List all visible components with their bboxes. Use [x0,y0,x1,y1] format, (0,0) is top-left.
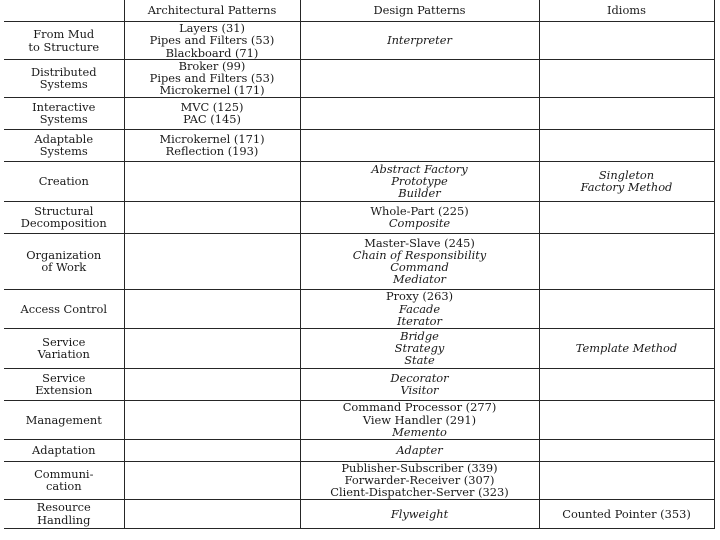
architectural-entry: PAC (145) [183,112,241,127]
table-row [4,400,714,439]
category-cell [4,400,124,439]
design-entry: Prototype [391,174,448,188]
category-entry: Structural [34,203,94,218]
design-cell [300,97,539,129]
design-entry: Iterator [397,313,442,328]
category-entry: of Work [41,260,87,275]
design-entry: Memento [392,424,447,439]
design-entry: Visitor [400,383,439,398]
idioms-cell [539,439,714,461]
category-cell [4,439,124,461]
category-entry: Service [42,370,86,385]
design-entry: Whole-Part (225) [370,203,469,218]
design-entry: View Handler (291) [362,412,477,427]
architectural-cell [124,60,300,98]
idioms-cell [539,129,714,161]
table-row [4,97,714,129]
idioms-cell [539,368,714,400]
design-entry: Mediator [392,272,446,287]
architectural-entry: Broker (99) [178,59,246,73]
idioms-cell [539,22,714,60]
category-entry: Interactive [32,99,96,114]
idioms-cell [539,328,714,368]
design-entry: Decorator [390,370,449,385]
category-entry: cation [45,479,82,494]
table-row [4,201,714,233]
category-cell [4,22,124,60]
category-cell [4,129,124,161]
design-entry: Adapter [396,443,443,457]
design-cell [300,289,539,328]
category-entry: Decomposition [20,216,107,231]
table-row [4,368,714,400]
design-entry: Strategy [394,341,445,355]
category-entry: Communi- [34,466,94,481]
architectural-cell [124,233,300,289]
design-entry: Facade [398,301,441,316]
category-cell [4,499,124,528]
design-entry: Builder [398,186,441,201]
design-cell [300,129,539,161]
category-cell [4,97,124,129]
design-cell [300,439,539,461]
architectural-entry: Microkernel (171) [159,83,265,98]
architectural-entry: Blackboard (71) [165,45,259,60]
architectural-cell [124,400,300,439]
architectural-cell [124,439,300,461]
architectural-cell [124,97,300,129]
design-cell [300,461,539,499]
architectural-entry: Pipes and Filters (53) [149,33,275,48]
architectural-cell [124,129,300,161]
header-category [4,0,124,22]
design-entry: Abstract Factory [371,161,468,176]
pattern-system-table [4,0,715,529]
header-row [4,0,714,22]
idioms-cell [539,60,714,98]
design-entry: Forwarder-Receiver (307) [344,473,495,487]
design-entry: Command Processor (277) [342,400,497,415]
table-row [4,129,714,161]
architectural-cell [124,289,300,328]
category-entry: Systems [39,144,88,159]
design-entry: Flyweight [390,506,449,521]
architectural-cell [124,201,300,233]
design-cell [300,22,539,60]
table-row [4,461,714,499]
idioms-entry: Singleton [598,167,655,182]
category-entry: Variation [37,347,90,362]
design-cell [300,161,539,201]
idioms-entry: Factory Method [580,180,673,195]
table-row [4,60,714,98]
design-cell [300,201,539,233]
category-cell [4,201,124,233]
design-entry: Publisher-Subscriber (339) [341,460,498,475]
category-entry: Systems [39,77,88,92]
design-entry: Command [390,260,449,275]
category-cell [4,233,124,289]
category-entry: Creation [38,174,89,188]
design-entry: Client-Dispatcher-Server (323) [330,485,509,500]
architectural-cell [124,499,300,528]
architectural-entry: Microkernel (171) [159,131,265,146]
design-cell [300,60,539,98]
category-entry: to Structure [28,39,100,54]
table-row [4,499,714,528]
table-row [4,328,714,368]
idioms-cell [539,400,714,439]
category-entry: Adaptable [34,131,94,146]
idioms-entry: Template Method [575,341,678,355]
idioms-entry: Counted Pointer (353) [562,506,691,521]
idioms-cell [539,161,714,201]
category-cell [4,461,124,499]
idioms-cell [539,201,714,233]
category-entry: Management [25,412,102,427]
design-entry: Master-Slave (245) [364,235,475,250]
table-body [4,22,714,529]
category-cell [4,161,124,201]
table-row [4,289,714,328]
category-entry: Extension [35,383,93,398]
category-cell [4,368,124,400]
category-cell [4,289,124,328]
architectural-entry: Pipes and Filters (53) [149,71,275,86]
category-entry: Service [42,334,86,349]
design-cell [300,368,539,400]
architectural-cell [124,328,300,368]
table-row [4,22,714,60]
architectural-entry: Layers (31) [179,21,245,36]
category-entry: Adaptation [32,443,96,457]
category-entry: Distributed [30,65,97,80]
category-cell [4,328,124,368]
category-cell [4,60,124,98]
design-cell [300,400,539,439]
idioms-cell [539,499,714,528]
table-row [4,439,714,461]
design-entry: Proxy (263) [385,289,454,304]
architectural-entry: Reflection (193) [165,144,259,159]
table-row [4,161,714,201]
design-entry: Chain of Responsibility [352,247,487,262]
idioms-cell [539,461,714,499]
idioms-cell [539,289,714,328]
design-cell [300,233,539,289]
category-entry: Resource [36,500,91,515]
design-cell [300,499,539,528]
category-entry: From Mud [33,27,95,42]
category-entry: Organization [26,247,102,262]
architectural-cell [124,461,300,499]
design-entry: Interpreter [387,33,452,48]
architectural-entry: MVC (125) [180,99,244,114]
architectural-cell [124,22,300,60]
header-design-patterns: Design Patterns [300,0,539,22]
table-row [4,233,714,289]
design-entry: Bridge [400,328,439,343]
architectural-cell [124,368,300,400]
category-entry: Access Control [20,301,107,316]
category-entry: Handling [37,512,91,527]
design-cell [300,328,539,368]
architectural-cell [124,161,300,201]
header-idioms: Idioms [539,0,714,22]
category-entry: Systems [39,112,88,127]
idioms-cell [539,97,714,129]
design-entry: Composite [388,216,451,231]
idioms-cell [539,233,714,289]
design-entry: State [404,353,435,368]
header-architectural-patterns: Architectural Patterns [124,0,300,22]
